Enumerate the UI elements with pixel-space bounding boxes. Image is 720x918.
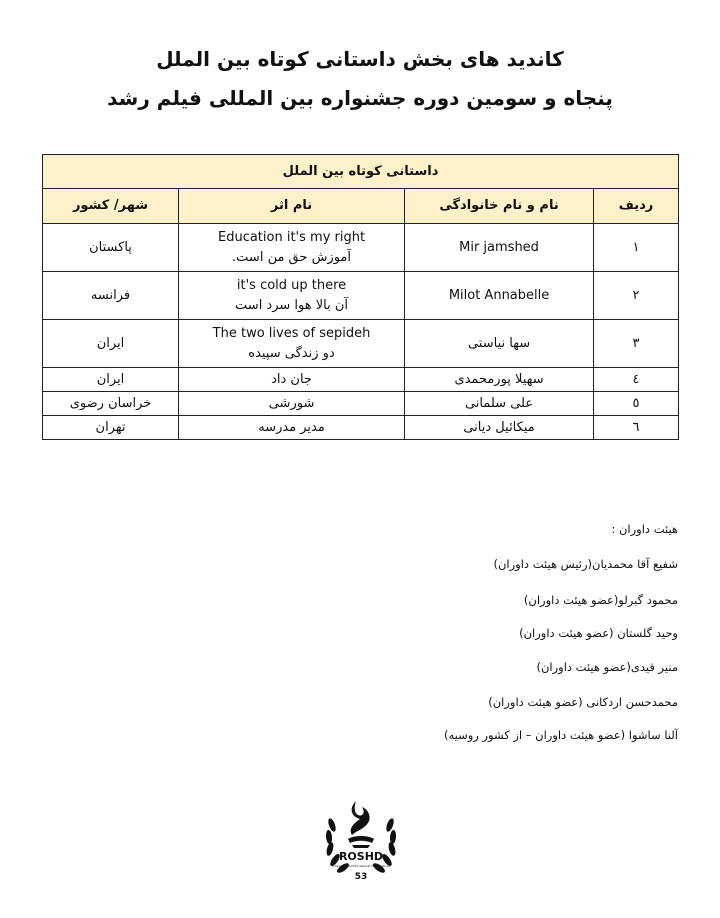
work-title-en: Education it's my right bbox=[217, 229, 366, 245]
work-title-fa: آن بالا هوا سرد است bbox=[235, 297, 349, 313]
page-title: کاندید های بخش داستانی کوتاه بین الملل bbox=[156, 47, 564, 71]
logo-subtitle: International Educational Film Festival bbox=[332, 864, 390, 868]
candidate-place: پاکستان bbox=[43, 224, 179, 272]
work-title: جان داد bbox=[179, 368, 405, 392]
jury-member: شفیع آقا محمدیان(رئیس هیئت داوران) bbox=[493, 557, 678, 571]
row-number: ٣ bbox=[594, 320, 679, 368]
candidate-name: Mir jamshed bbox=[405, 224, 594, 272]
work-title bbox=[179, 320, 405, 368]
work-title bbox=[179, 224, 405, 272]
table-row bbox=[43, 416, 679, 440]
column-header-row: ردیف bbox=[594, 189, 679, 224]
candidate-name: میکائیل دیانی bbox=[405, 416, 594, 440]
jury-member: وحید گلستان (عضو هیئت داوران) bbox=[519, 626, 678, 640]
row-number: ١ bbox=[594, 224, 679, 272]
table-row bbox=[43, 272, 679, 320]
candidate-name: Milot Annabelle bbox=[405, 272, 594, 320]
table-row bbox=[43, 392, 679, 416]
column-header-work: نام اثر bbox=[179, 189, 405, 224]
logo-name: ROSHD bbox=[338, 850, 384, 863]
candidate-name: سهیلا پورمحمدی bbox=[405, 368, 594, 392]
page-subtitle: پنجاه و سومین دوره جشنواره بین المللی فیلم رشد bbox=[107, 86, 613, 110]
table-row bbox=[43, 224, 679, 272]
candidate-place: تهران bbox=[43, 416, 179, 440]
jury-member: محمود گبرلو(عضو هیئت داوران) bbox=[523, 593, 678, 607]
logo-edition: 53 bbox=[354, 872, 368, 882]
candidate-name: سها نیاستی bbox=[405, 320, 594, 368]
row-number: ٥ bbox=[594, 392, 679, 416]
row-number: ٤ bbox=[594, 368, 679, 392]
work-title: شورشی bbox=[179, 392, 405, 416]
candidate-place: ایران bbox=[43, 368, 179, 392]
candidates-table bbox=[42, 154, 679, 440]
candidate-place: ایران bbox=[43, 320, 179, 368]
row-number: ٦ bbox=[594, 416, 679, 440]
section-title: داستانی کوتاه بین الملل bbox=[43, 155, 679, 189]
jury-heading: هیئت داوران : bbox=[611, 522, 678, 536]
work-title-fa: آموزش حق من است. bbox=[232, 249, 352, 265]
work-title-fa: دو زندگی سپیده bbox=[248, 345, 335, 361]
column-header-name: نام و نام خانوادگی bbox=[405, 189, 594, 224]
candidate-name: علی سلمانی bbox=[405, 392, 594, 416]
jury-member: منیر قیدی(عضو هیئت داوران) bbox=[536, 660, 678, 674]
work-title bbox=[179, 272, 405, 320]
work-title: مدیر مدرسه bbox=[179, 416, 405, 440]
work-title-en: it's cold up there bbox=[236, 277, 347, 293]
row-number: ٢ bbox=[594, 272, 679, 320]
work-title-en: The two lives of sepideh bbox=[212, 325, 371, 341]
jury-member: محمدحسن اردکانی (عضو هیئت داوران) bbox=[488, 695, 678, 709]
column-header-place: شهر/ کشور bbox=[43, 189, 179, 224]
candidate-place: فرانسه bbox=[43, 272, 179, 320]
jury-member: آلنا ساشوا (عضو هیئت داوران – از کشور روسیه) bbox=[443, 728, 678, 742]
candidate-place: خراسان رضوی bbox=[43, 392, 179, 416]
table-row bbox=[43, 320, 679, 368]
table-row bbox=[43, 368, 679, 392]
